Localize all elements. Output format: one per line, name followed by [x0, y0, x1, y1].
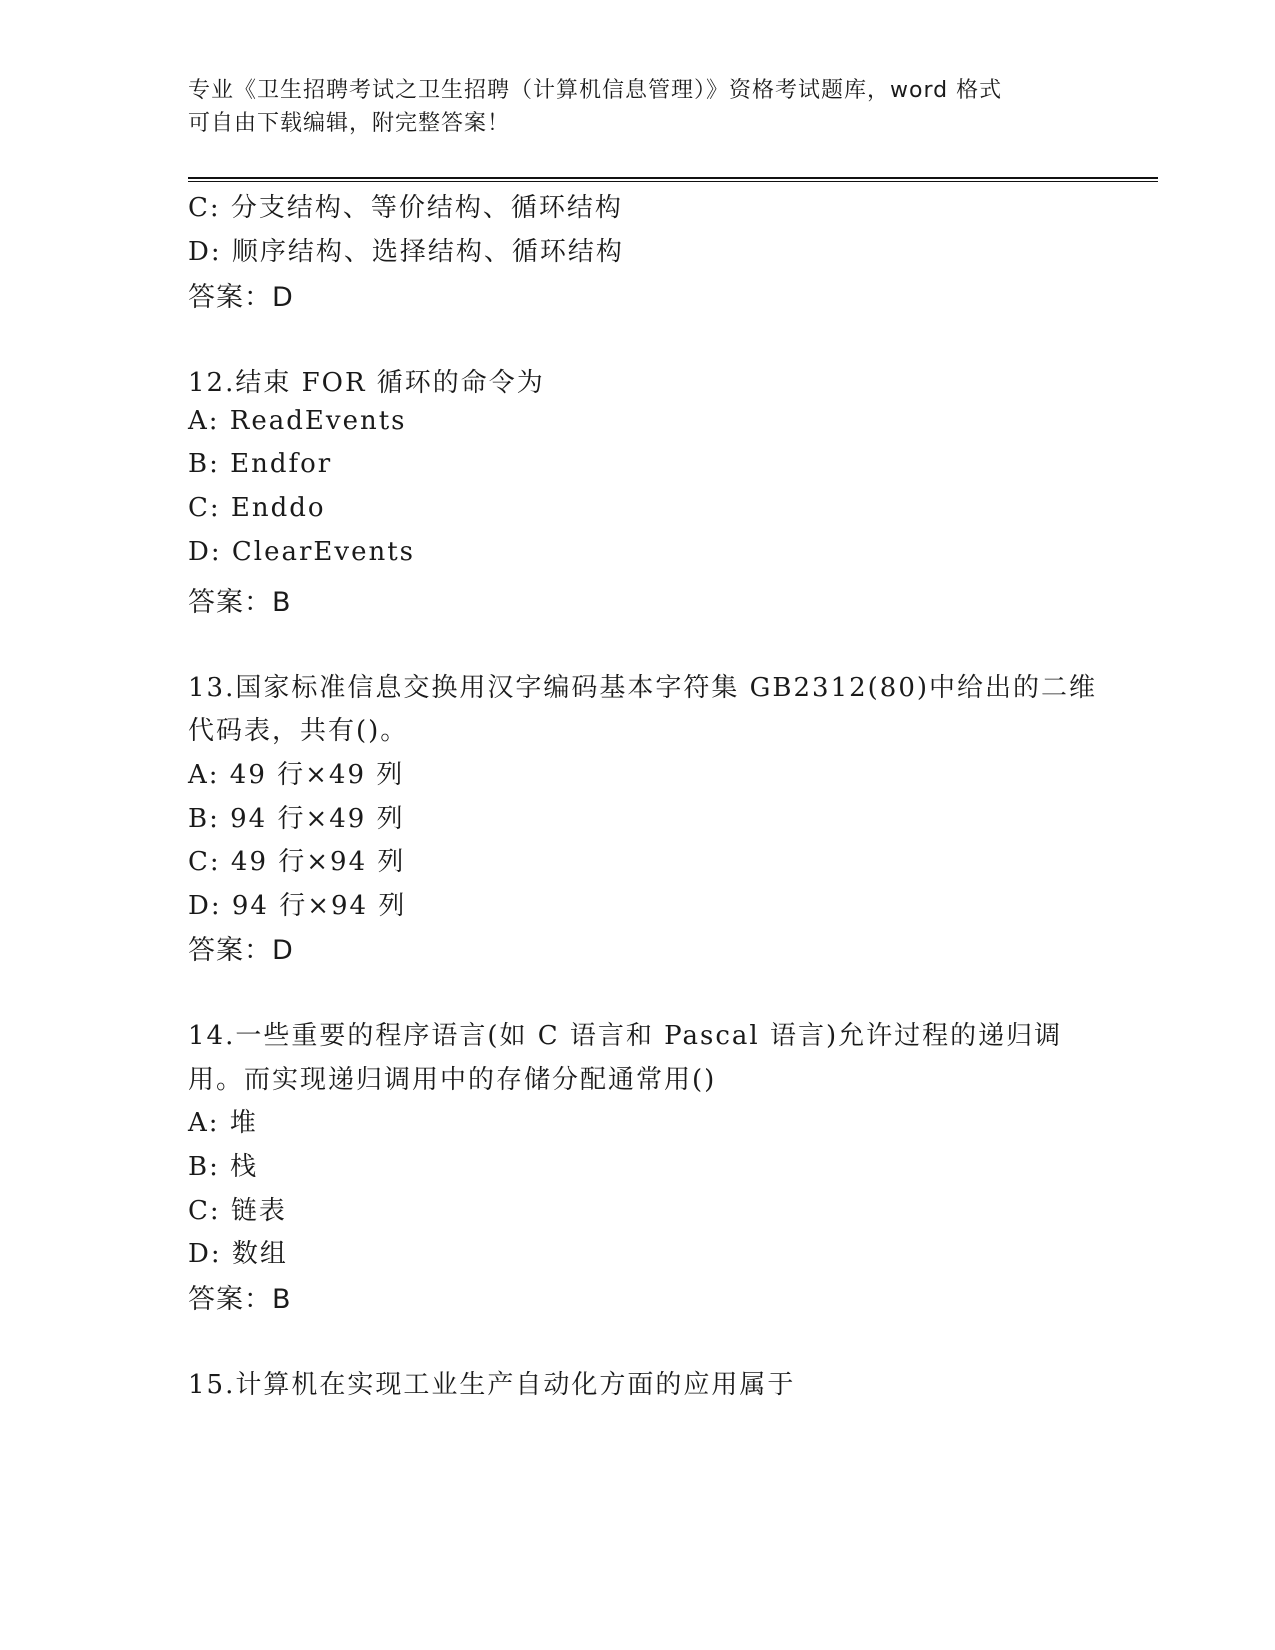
- q12-stem: 12.结束 FOR 循环的命令为: [188, 368, 545, 398]
- header-title-line-2: 可自由下载编辑，附完整答案！: [188, 111, 511, 136]
- q11-answer: 答案：D: [188, 282, 294, 313]
- q14-answer: 答案：B: [188, 1284, 292, 1315]
- q14-stem-line-1: 14.一些重要的程序语言(如 C 语言和 Pascal 语言)允许过程的递归调: [188, 1021, 1063, 1051]
- q11-option-d: D: 顺序结构、选择结构、循环结构: [188, 237, 624, 267]
- q11-option-c: C: 分支结构、等价结构、循环结构: [188, 193, 623, 223]
- q12-option-d: D: ClearEvents: [188, 537, 415, 567]
- q14-option-d: D: 数组: [188, 1239, 288, 1269]
- q13-option-b: B: 94 行×49 列: [188, 804, 405, 834]
- q13-option-d: D: 94 行×94 列: [188, 891, 407, 921]
- q12-option-c: C: Enddo: [188, 493, 326, 523]
- q14-option-b: B: 栈: [188, 1152, 259, 1182]
- q13-stem-line-1: 13.国家标准信息交换用汉字编码基本字符集 GB2312(80)中给出的二维: [188, 673, 1098, 703]
- q13-option-a: A: 49 行×49 列: [188, 760, 405, 790]
- q12-answer: 答案：B: [188, 587, 292, 618]
- q12-option-a: A: ReadEvents: [188, 406, 407, 436]
- q12-option-b: B: Endfor: [188, 449, 333, 479]
- q15-stem: 15.计算机在实现工业生产自动化方面的应用属于: [188, 1370, 796, 1400]
- header-title-line-1: 专业《卫生招聘考试之卫生招聘（计算机信息管理）》资格考试题库，word 格式: [188, 78, 1003, 103]
- q14-option-a: A: 堆: [188, 1108, 258, 1138]
- q13-answer: 答案：D: [188, 935, 294, 966]
- q14-stem-line-2: 用。而实现递归调用中的存储分配通常用(): [188, 1065, 717, 1095]
- q14-option-c: C: 链表: [188, 1196, 287, 1226]
- q13-stem-line-2: 代码表，共有()。: [188, 716, 409, 746]
- header-divider: [188, 177, 1158, 182]
- q13-option-c: C: 49 行×94 列: [188, 847, 406, 877]
- page-header: [188, 74, 1068, 140]
